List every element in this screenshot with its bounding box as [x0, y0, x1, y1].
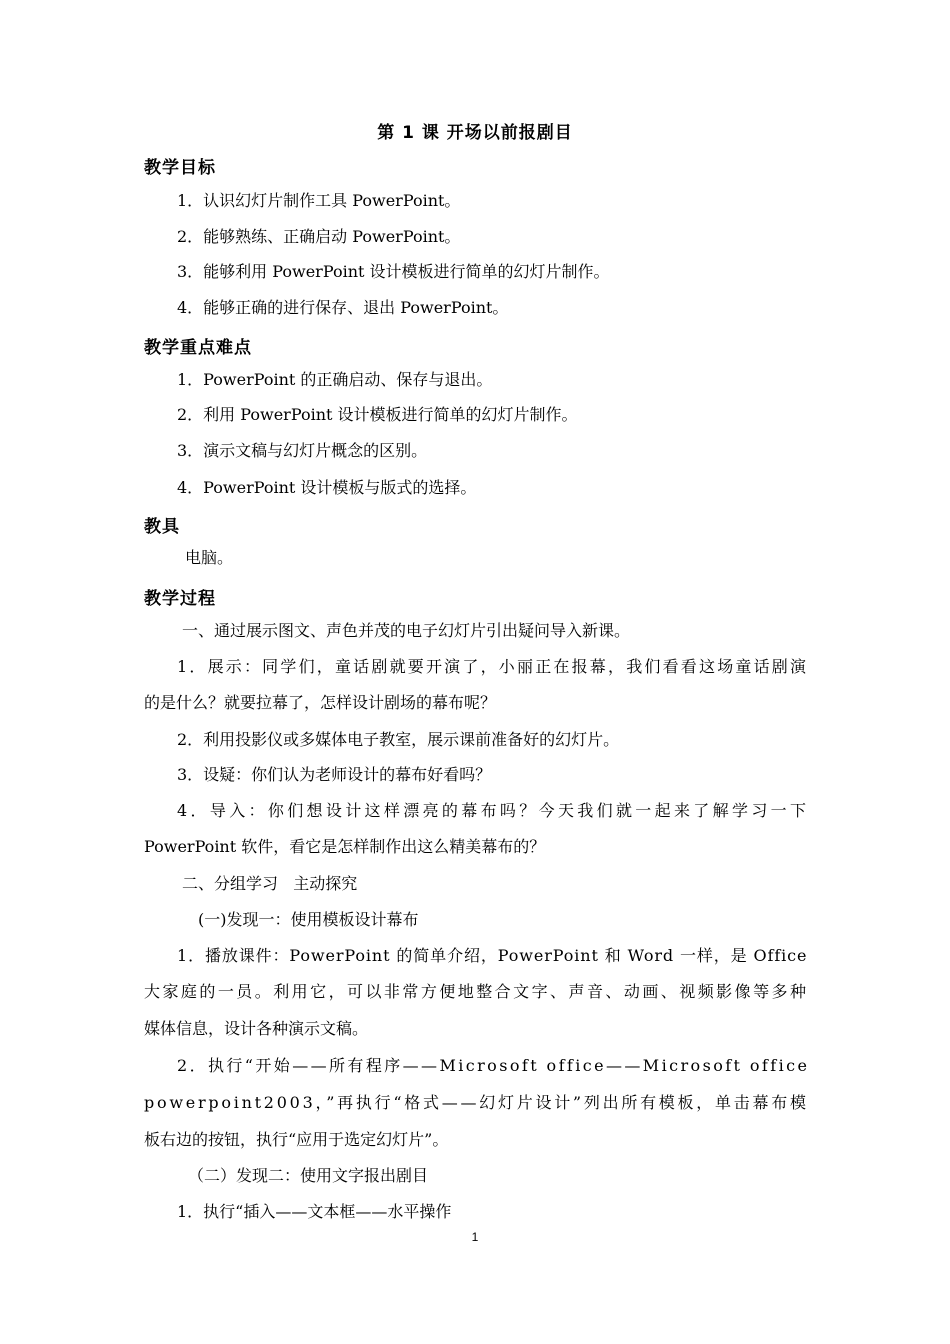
d1-item2-line2 — [144, 1093, 809, 1113]
process-intro: 一、通过展示图文、声色并茂的电子幻灯片引出疑问导入新课。 — [182, 621, 631, 640]
justified-text: 1．播放课件：PowerPoint 的简单介绍，PowerPoint 和 Word 一样，是 Office — [177, 946, 808, 965]
d1-item2-line1 — [177, 1056, 810, 1076]
discovery1-heading: (一)发现一：使用模板设计幕布 — [198, 910, 419, 929]
lesson-title: 第 1 课 开场以前报剧目 — [377, 123, 573, 143]
key-point-item: 3．演示文稿与幻灯片概念的区别。 — [177, 441, 428, 460]
discovery2-heading: （二）发现二：使用文字报出剧目 — [188, 1166, 429, 1185]
key-point-item: 2．利用 PowerPoint 设计模板进行简单的幻灯片制作。 — [177, 405, 578, 424]
tools-text: 电脑。 — [185, 548, 234, 567]
objective-item: 2．能够熟练、正确启动 PowerPoint。 — [177, 227, 461, 246]
process-step1-line1 — [177, 657, 809, 677]
process-step3: 3．设疑：你们认为老师设计的幕布好看吗？ — [177, 765, 492, 784]
justified-text: 4．导入：你们想设计这样漂亮的幕布吗？今天我们就一起来了解学习一下 — [177, 801, 810, 820]
page-number: 1 — [471, 1230, 479, 1244]
d1-item2-line3: 板右边的按钮，执行“应用于选定幻灯片”。 — [144, 1130, 449, 1149]
heading-key-points: 教学重点难点 — [144, 338, 252, 358]
key-point-item: 4．PowerPoint 设计模板与版式的选择。 — [177, 478, 477, 497]
process-step4-line2: PowerPoint 软件，看它是怎样制作出这么精美幕布的？ — [144, 837, 546, 856]
process-part2-heading: 二、分组学习 主动探究 — [182, 874, 358, 893]
process-step2: 2．利用投影仪或多媒体电子教室，展示课前准备好的幻灯片。 — [177, 730, 620, 749]
heading-objectives: 教学目标 — [144, 158, 216, 178]
heading-process: 教学过程 — [144, 589, 216, 609]
d1-item1-line3: 媒体信息，设计各种演示文稿。 — [144, 1019, 369, 1038]
objective-item: 1．认识幻灯片制作工具 PowerPoint。 — [177, 191, 461, 210]
process-step4-line1 — [177, 801, 810, 821]
justified-text: 2．执行“开始——所有程序——Microsoft office——Microsoft office — [177, 1056, 810, 1075]
process-step1-line2: 的是什么？就要拉幕了，怎样设计剧场的幕布呢？ — [144, 693, 497, 712]
justified-text: 1．展示：同学们，童话剧就要开演了，小丽正在报幕，我们看看这场童话剧演 — [177, 657, 809, 676]
heading-tools: 教具 — [144, 517, 180, 537]
justified-text: 大家庭的一员。利用它，可以非常方便地整合文字、声音、动画、视频影像等多种 — [144, 982, 809, 1001]
objective-item: 3．能够利用 PowerPoint 设计模板进行简单的幻灯片制作。 — [177, 262, 610, 281]
objective-item: 4．能够正确的进行保存、退出 PowerPoint。 — [177, 298, 509, 317]
justified-text: powerpoint2003，”再执行“格式——幻灯片设计”列出所有模板，单击幕布模 — [144, 1093, 809, 1112]
d1-item1-line2 — [144, 982, 809, 1002]
d2-item1: 1．执行“插入——文本框——水平操作 — [177, 1202, 452, 1221]
d1-item1-line1 — [177, 946, 806, 966]
key-point-item: 1．PowerPoint 的正确启动、保存与退出。 — [177, 370, 493, 389]
